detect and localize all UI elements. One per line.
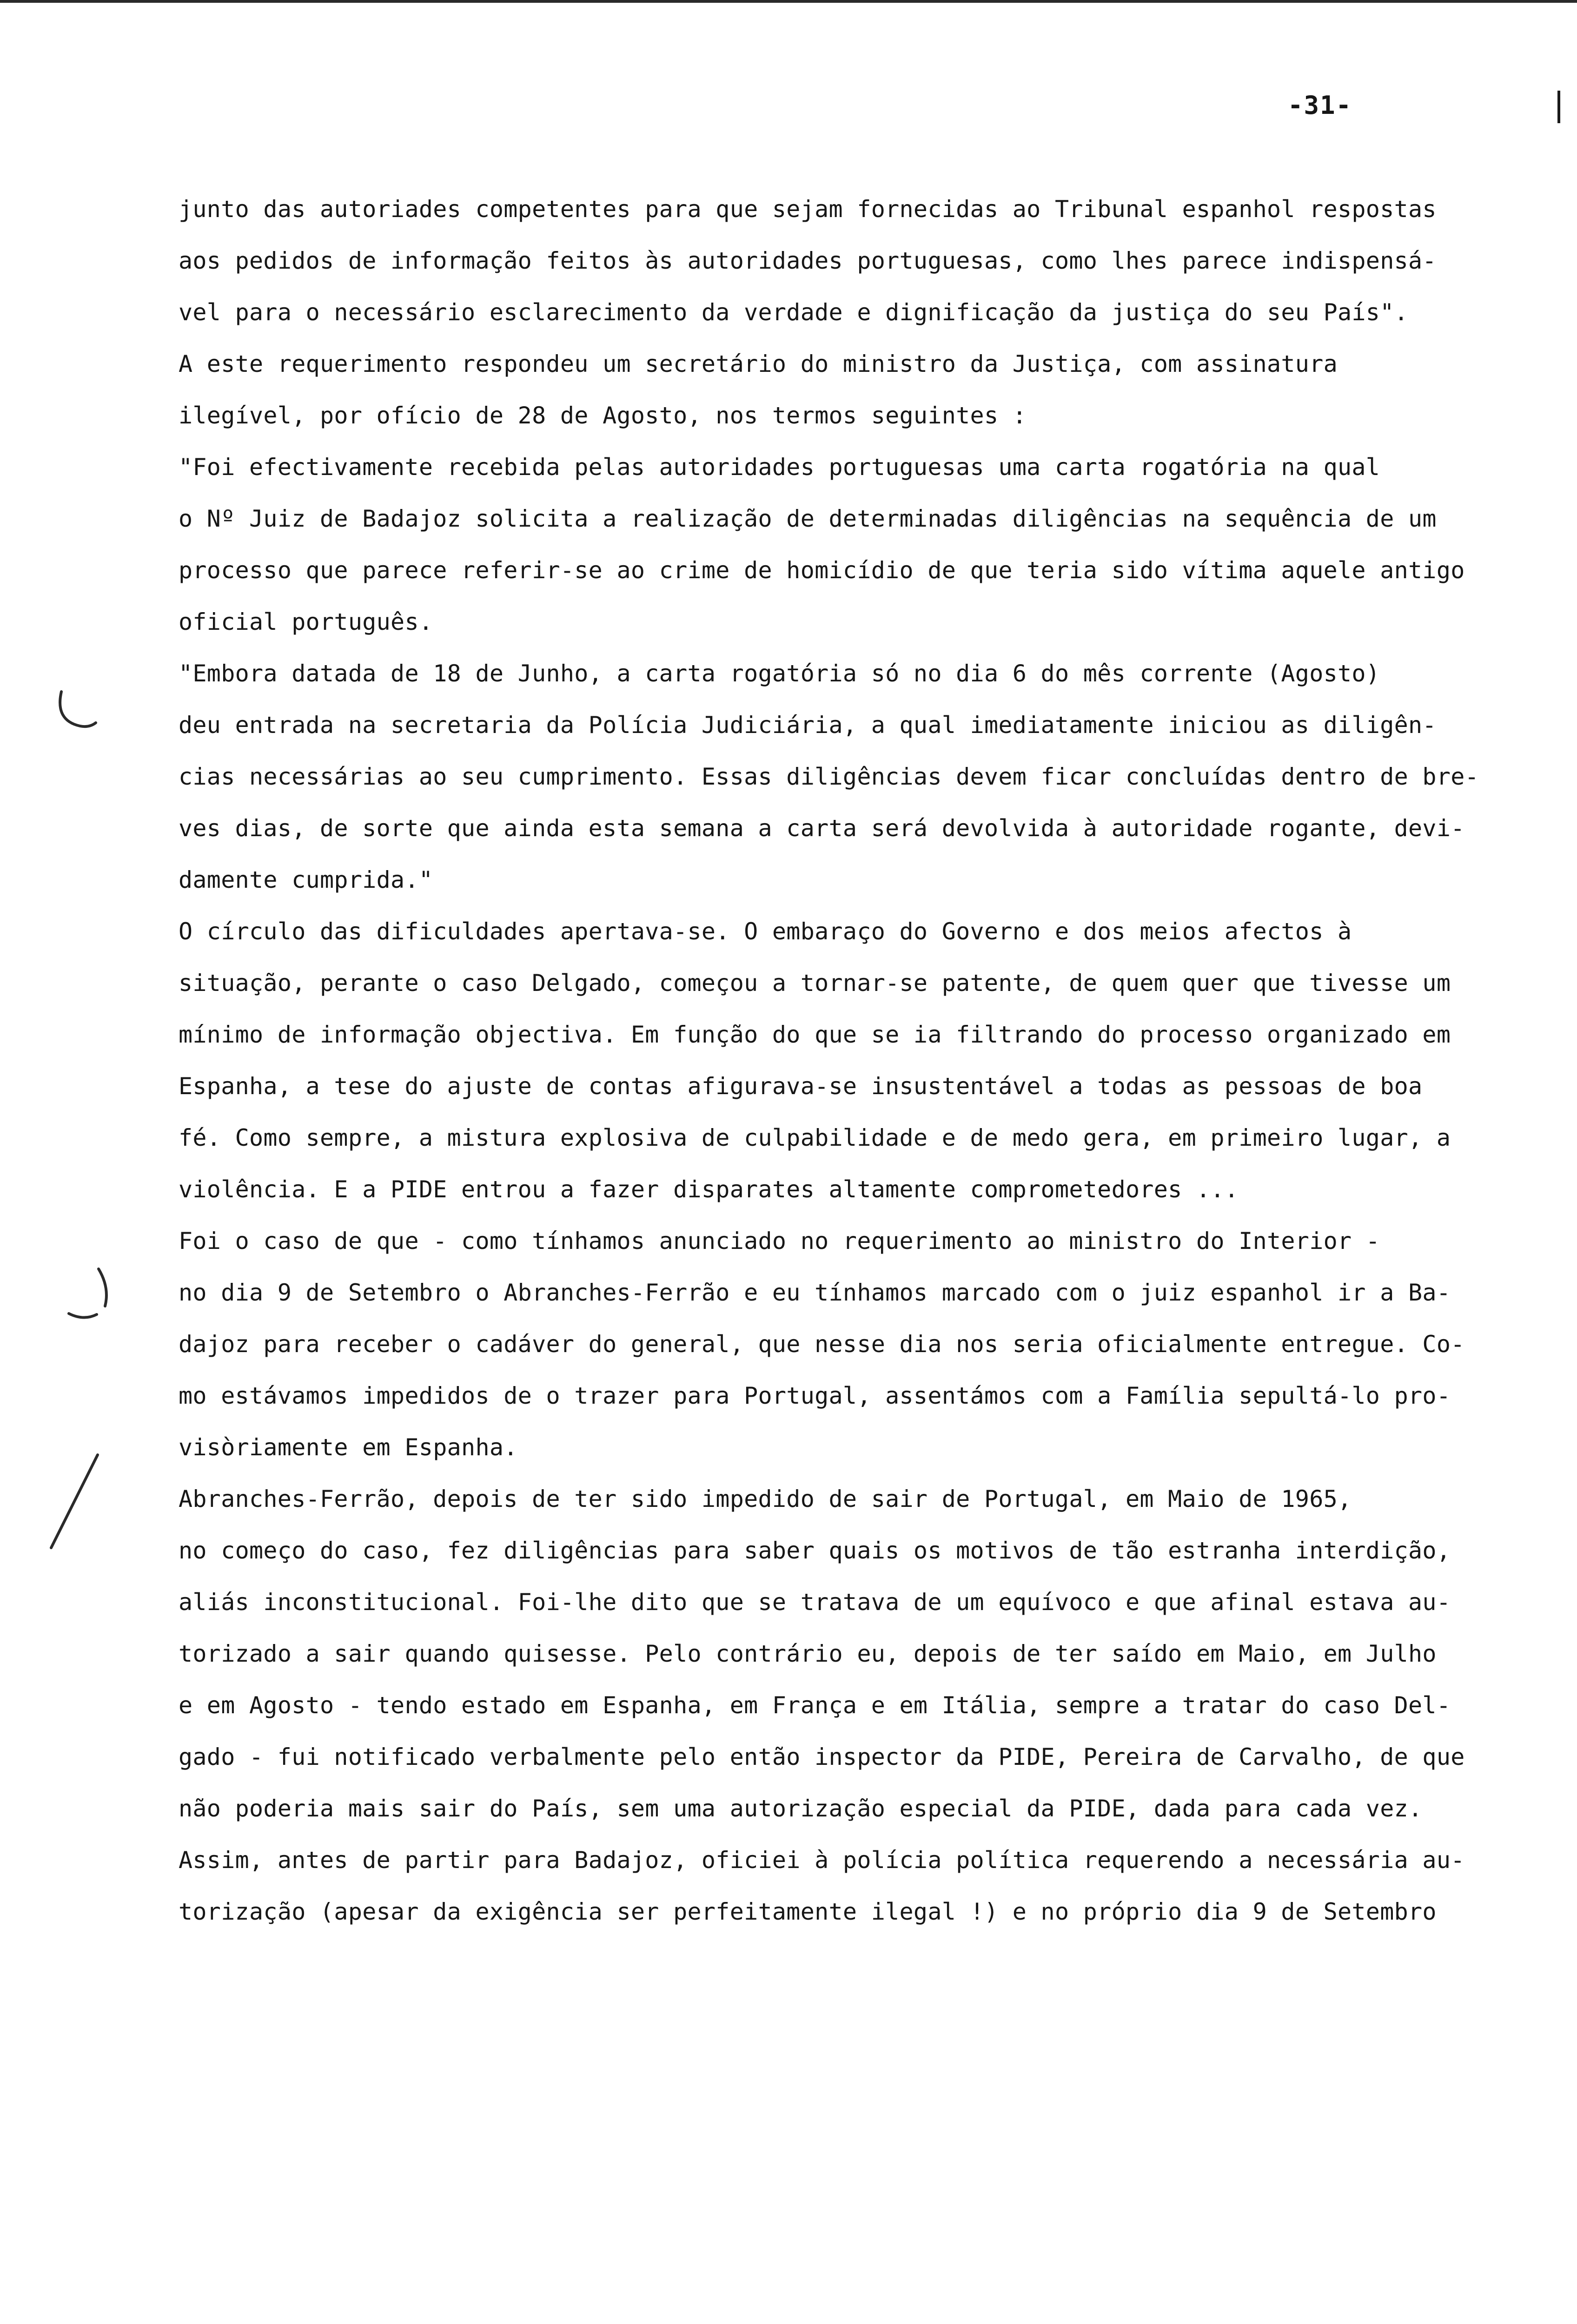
text-line: torização (apesar da exigência ser perfeitamente ilegal !) e no próprio dia 9 de Setembro [179,1898,1437,1925]
text-line: ilegível, por ofício de 28 de Agosto, nos termos seguintes : [179,402,1027,429]
text-line: Abranches-Ferrão, depois de ter sido impedido de sair de Portugal, em Maio de 1965, [179,1486,1352,1512]
text-line: aliás inconstitucional. Foi-lhe dito que se tratava de um equívoco e que afinal estava au- [179,1589,1451,1616]
text-line: Espanha, a tese do ajuste de contas afigurava-se insustentável a todas as pessoas de boa [179,1073,1423,1100]
margin-slash-mark [51,1455,98,1548]
text-line: Foi o caso de que - como tínhamos anunciado no requerimento ao ministro do Interior - [179,1228,1380,1254]
text-line: torizado a sair quando quisesse. Pelo contrário eu, depois de ter saído em Maio, em Julho [179,1640,1437,1667]
margin-paren-underline-mark [69,1314,97,1318]
text-line: o Nº Juiz de Badajoz solicita a realização de determinadas diligências na sequência de um [179,505,1437,532]
text-line: não poderia mais sair do País, sem uma autorização especial da PIDE, dada para cada vez. [179,1795,1423,1822]
margin-paren-mark [99,1269,106,1306]
text-line: fé. Como sempre, a mistura explosiva de culpabilidade e de medo gera, em primeiro lugar, a [179,1124,1451,1151]
text-line: visòriamente em Espanha. [179,1434,518,1461]
text-line: vel para o necessário esclarecimento da verdade e dignificação da justiça do seu País". [179,299,1409,326]
text-line: O círculo das dificuldades apertava-se. O embaraço do Governo e dos meios afectos à [179,918,1352,945]
text-line: situação, perante o caso Delgado, começou a tornar-se patente, de quem quer que tivesse um [179,970,1451,997]
text-line: mo estávamos impedidos de o trazer para Portugal, assentámos com a Família sepultá-lo pro- [179,1382,1451,1409]
text-line: no começo do caso, fez diligências para saber quais os motivos de tão estranha interdição, [179,1537,1451,1564]
text-line: dajoz para receber o cadáver do general, que nesse dia nos seria oficialmente entregue. Co- [179,1331,1465,1358]
text-line: deu entrada na secretaria da Polícia Judiciária, a qual imediatamente iniciou as diligên- [179,712,1437,739]
text-line: gado - fui notificado verbalmente pelo então inspector da PIDE, Pereira de Carvalho, de que [179,1743,1465,1770]
text-line: ves dias, de sorte que ainda esta semana a carta será devolvida à autoridade rogante, devi- [179,815,1465,842]
text-line: no dia 9 de Setembro o Abranches-Ferrão e eu tínhamos marcado com o juiz espanhol ir a Ba- [179,1279,1451,1306]
margin-bracket-mark [60,692,96,726]
text-line: "Embora datada de 18 de Junho, a carta rogatória só no dia 6 do mês corrente (Agosto) [179,660,1380,687]
text-line: cias necessárias ao seu cumprimento. Essas diligências devem ficar concluídas dentro de bre- [179,763,1479,790]
text-line: e em Agosto - tendo estado em Espanha, em França e em Itália, sempre a tratar do caso Del- [179,1692,1451,1719]
text-line: aos pedidos de informação feitos às autoridades portuguesas, como lhes parece indispensá- [179,247,1437,274]
text-line: processo que parece referir-se ao crime de homicídio de que teria sido vítima aquele antigo [179,557,1465,584]
document-body [179,184,1517,1938]
text-line: junto das autoriades competentes para que sejam fornecidas ao Tribunal espanhol respostas [179,196,1437,223]
text-line: "Foi efectivamente recebida pelas autoridades portuguesas uma carta rogatória na qual [179,454,1380,481]
text-line: violência. E a PIDE entrou a fazer disparates altamente comprometedores ... [179,1176,1239,1203]
text-line: oficial português. [179,608,433,635]
text-line: Assim, antes de partir para Badajoz, oficiei à polícia política requerendo a necessária au- [179,1847,1465,1874]
text-line: A este requerimento respondeu um secretário do ministro da Justiça, com assinatura [179,350,1338,377]
text-line: damente cumprida." [179,866,433,893]
page-number: -31- [1288,91,1352,120]
text-line: mínimo de informação objectiva. Em função do que se ia filtrando do processo organizado em [179,1021,1451,1048]
